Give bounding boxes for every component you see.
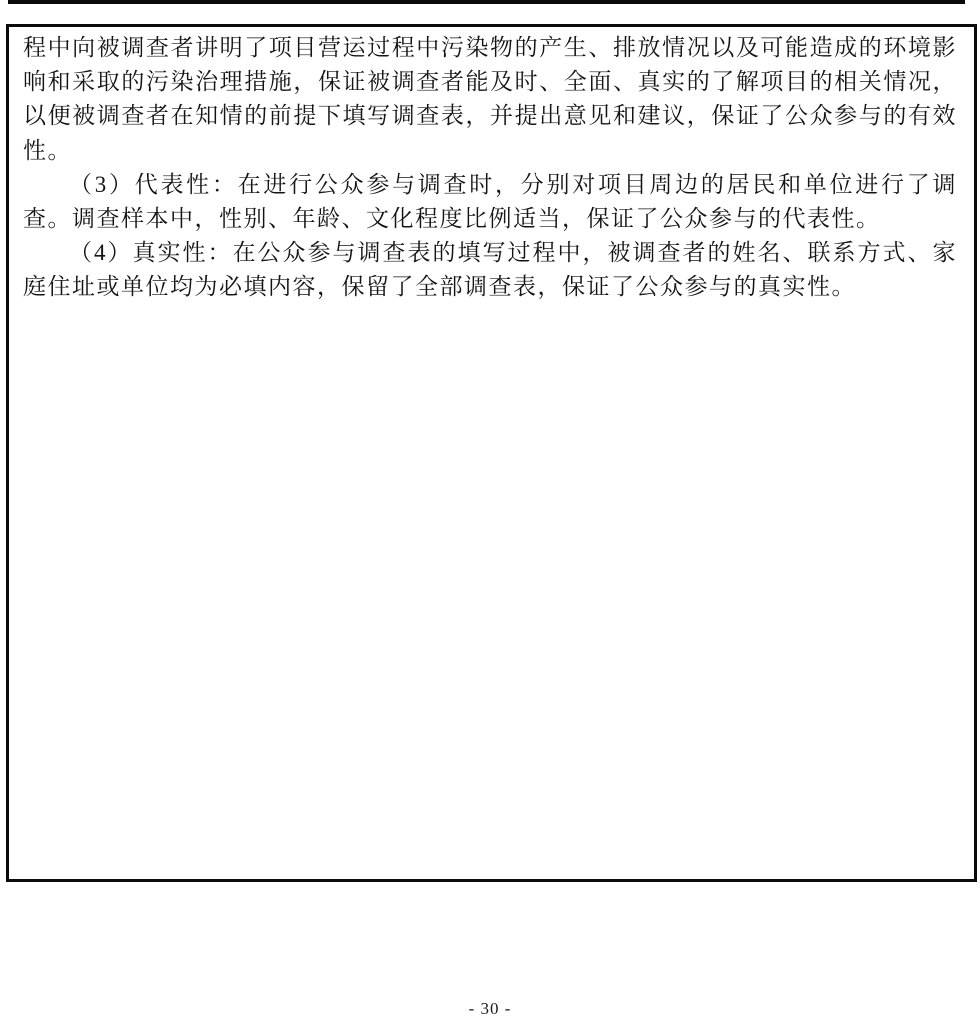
page-number: - 30 - [468,999,512,1018]
paragraph-representativeness: （3）代表性：在进行公众参与调查时，分别对项目周边的居民和单位进行了调查。调查样本中，性别、年龄、文化程度比例适当，保证了公众参与的代表性。 [23,171,957,232]
header-rule [8,0,965,4]
content-border-box [6,24,977,882]
paragraph-authenticity: （4）真实性：在公众参与调查表的填写过程中，被调查者的姓名、联系方式、家庭住址或单位均为必填内容，保留了全部调查表，保证了公众参与的真实性。 [23,240,957,300]
paragraph-continuation: 程中向被调查者讲明了项目营运过程中污染物的产生、排放情况以及可能造成的环境影响和采取的污染治理措施，保证被调查者能及时、全面、真实的了解项目的相关情况，以便被调查者在知情的前提下填写调查表，并提出意见和建议，保证了公众参与的有效性。 [23,35,957,163]
